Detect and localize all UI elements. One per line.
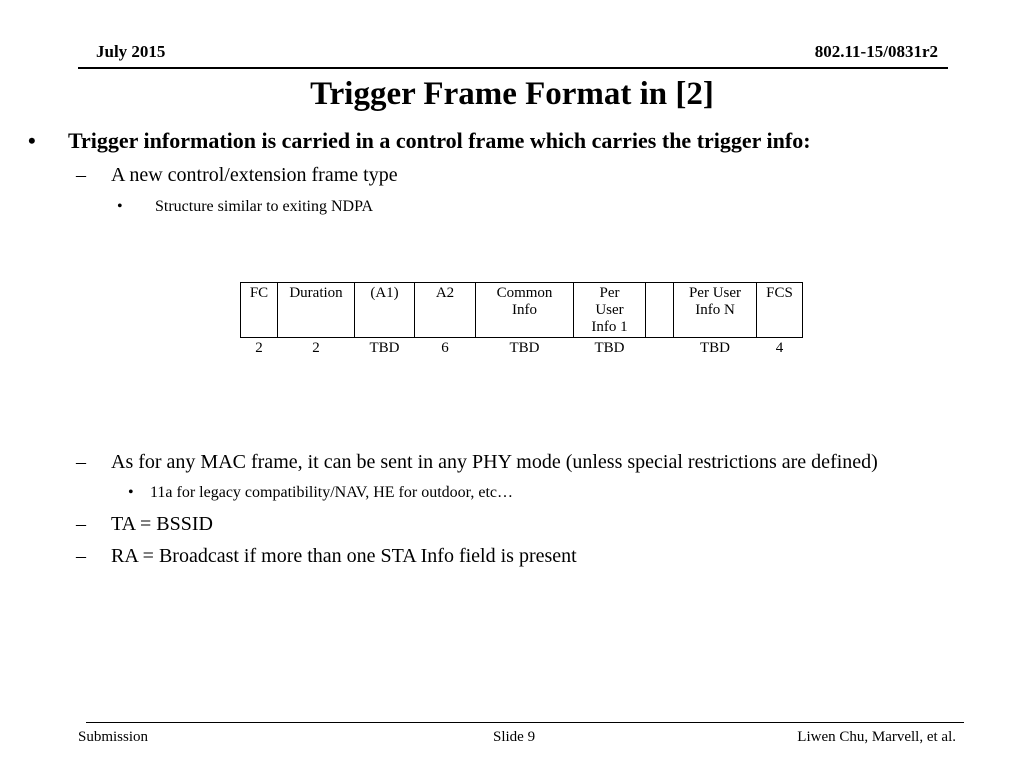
field-label: Common Info: [496, 285, 553, 318]
bullet-text: A new control/extension frame type: [111, 164, 398, 186]
bullet-text: 11a for legacy compatibility/NAV, HE for outdoor, etc…: [150, 484, 513, 501]
field-label: Per User Info N: [688, 285, 742, 318]
field-cell: [674, 283, 757, 338]
header-divider: [78, 67, 948, 69]
bullet-marker: •: [128, 484, 134, 501]
bullet-text: TA = BSSID: [111, 513, 213, 535]
field-label: FCS: [766, 285, 793, 301]
field-label: Per User Info 1: [591, 285, 628, 335]
header-date: July 2015: [96, 42, 166, 61]
field-label: A2: [435, 285, 455, 301]
field-cell: [646, 283, 674, 338]
trigger-frame-table: [240, 282, 803, 357]
field-cell: [476, 283, 574, 338]
field-cell: [355, 283, 415, 338]
field-label: FC: [249, 285, 269, 301]
dash-marker: –: [76, 545, 86, 567]
field-cell: [278, 283, 355, 338]
bullet-marker: •: [28, 128, 36, 153]
size-cell: TBD: [369, 340, 400, 356]
bullet-text: RA = Broadcast if more than one STA Info field is present: [111, 545, 577, 567]
size-cell: [646, 338, 674, 358]
dash-marker: –: [76, 451, 86, 473]
size-cell: TBD: [594, 340, 625, 356]
footer-divider: [86, 722, 964, 723]
bullet-text: Structure similar to exiting NDPA: [155, 198, 374, 215]
size-cell: 6: [441, 340, 449, 356]
footer-author: Liwen Chu, Marvell, et al.: [797, 729, 956, 745]
size-cell: TBD: [700, 340, 730, 356]
dash-marker: –: [76, 164, 86, 186]
footer-submission: Submission: [78, 729, 149, 745]
size-cell: 4: [775, 340, 784, 356]
header-doc-id: 802.11-15/0831r2: [814, 42, 938, 61]
field-cell: [415, 283, 476, 338]
footer-slide-number: Slide 9: [493, 729, 536, 745]
field-cell: [574, 283, 646, 338]
slide-title: Trigger Frame Format in [2]: [310, 76, 714, 112]
dash-marker: –: [76, 513, 86, 535]
bullet-marker: •: [117, 198, 123, 215]
field-label: (A1): [370, 285, 399, 301]
field-cell: [241, 283, 278, 338]
table-row: [241, 283, 803, 338]
bullet-text: Trigger information is carried in a control frame which carries the trigger info:: [68, 128, 811, 153]
bullet-text: As for any MAC frame, it can be sent in any PHY mode (unless special restrictions are defined): [111, 451, 878, 473]
size-cell: 2: [255, 340, 263, 356]
size-cell: TBD: [509, 340, 540, 356]
table-row: [241, 338, 803, 358]
size-cell: 2: [312, 340, 320, 356]
field-label: Duration: [289, 285, 343, 301]
field-cell: [757, 283, 803, 338]
